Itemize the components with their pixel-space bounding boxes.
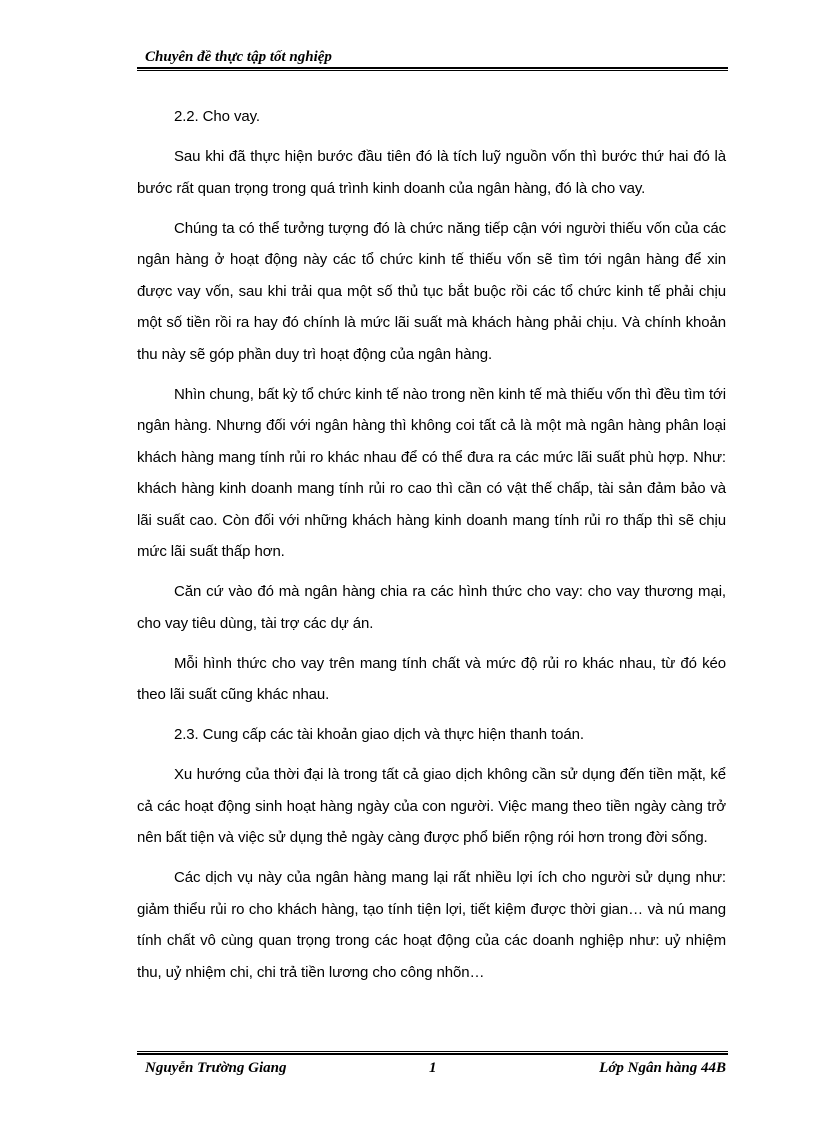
paragraph: Xu hướng của thời đại là trong tất cả giao dịch không cần sử dụng đến tiền mặt, kể cả các hoạt động sinh hoạt hàng ngày của con người. Việc mang theo tiền ngày càng trở nên bất tiện và việc sử dụng thẻ ngày càng được phổ biến rộng rói hơn trong đời sống. (137, 766, 726, 846)
paragraph: Nhìn chung, bất kỳ tổ chức kinh tế nào trong nền kinh tế mà thiếu vốn thì đều tìm tới ngân hàng. Nhưng đối với ngân hàng thì không coi tất cả là một mà ngân hàng phân loại khách hàng mang tính rủi ro khác nhau để có thể đưa ra các mức lãi suất phù hợp. Như: khách hàng kinh doanh mang tính rủi ro cao thì cần có vật thế chấp, tài sản đảm bảo và lãi suất cao. Còn đối với những khách hàng kinh doanh mang tính rủi ro thấp thì sẽ chịu mức lãi suất thấp hơn. (137, 385, 726, 560)
paragraph: Sau khi đã thực hiện bước đầu tiên đó là tích luỹ nguồn vốn thì bước thứ hai đó là bước rất quan trọng trong quá trình kinh doanh của ngân hàng, đó là cho vay. (137, 148, 726, 197)
paragraph: Các dịch vụ này của ngân hàng mang lại rất nhiều lợi ích cho người sử dụng như: giảm thiểu rủi ro cho khách hàng, tạo tính tiện lợi, tiết kiệm được thời gian… và nú mang tính chất vô cùng quan trọng trong các hoạt động của các doanh nghiệp như: uỷ nhiệm thu, uỷ nhiệm chi, chi trả tiền lương cho công nhõn… (137, 869, 726, 981)
page-header (137, 48, 728, 71)
footer-class-name: Lớp Ngân hàng 44B (599, 1060, 726, 1076)
page-footer (137, 1051, 728, 1078)
paragraph: Mỗi hình thức cho vay trên mang tính chất và mức độ rủi ro khác nhau, từ đó kéo theo lãi suất cũng khác nhau. (137, 654, 726, 703)
paragraph: Chúng ta có thể tưởng tượng đó là chức năng tiếp cận với người thiếu vốn của các ngân hàng ở hoạt động này các tổ chức kinh tế thiếu vốn sẽ tìm tới ngân hàng để xin được vay vốn, sau khi trải qua một số thủ tục bắt buộc rồi các tổ chức kinh tế phải chịu một số tiền rồi ra hay đó chính là mức lãi suất mà khách hàng phải chịu. Và chính khoản thu này sẽ góp phần duy trì hoạt động của ngân hàng. (137, 219, 726, 363)
header-rule (137, 67, 728, 71)
page-number: 1 (429, 1060, 437, 1076)
document-title: Chuyên đề thực tập tốt nghiệp (145, 49, 332, 65)
footer-rule (137, 1051, 728, 1055)
section-heading-2-3: 2.3. Cung cấp các tài khoản giao dịch và thực hiện thanh toán. (174, 726, 584, 743)
footer-row (137, 1058, 728, 1078)
section-heading-2-2: 2.2. Cho vay. (174, 108, 260, 125)
footer-author: Nguyễn Trường Giang (145, 1060, 287, 1076)
paragraph: Căn cứ vào đó mà ngân hàng chia ra các hình thức cho vay: cho vay thương mại, cho vay tiêu dùng, tài trợ các dự án. (137, 583, 726, 632)
page-body (137, 101, 726, 997)
